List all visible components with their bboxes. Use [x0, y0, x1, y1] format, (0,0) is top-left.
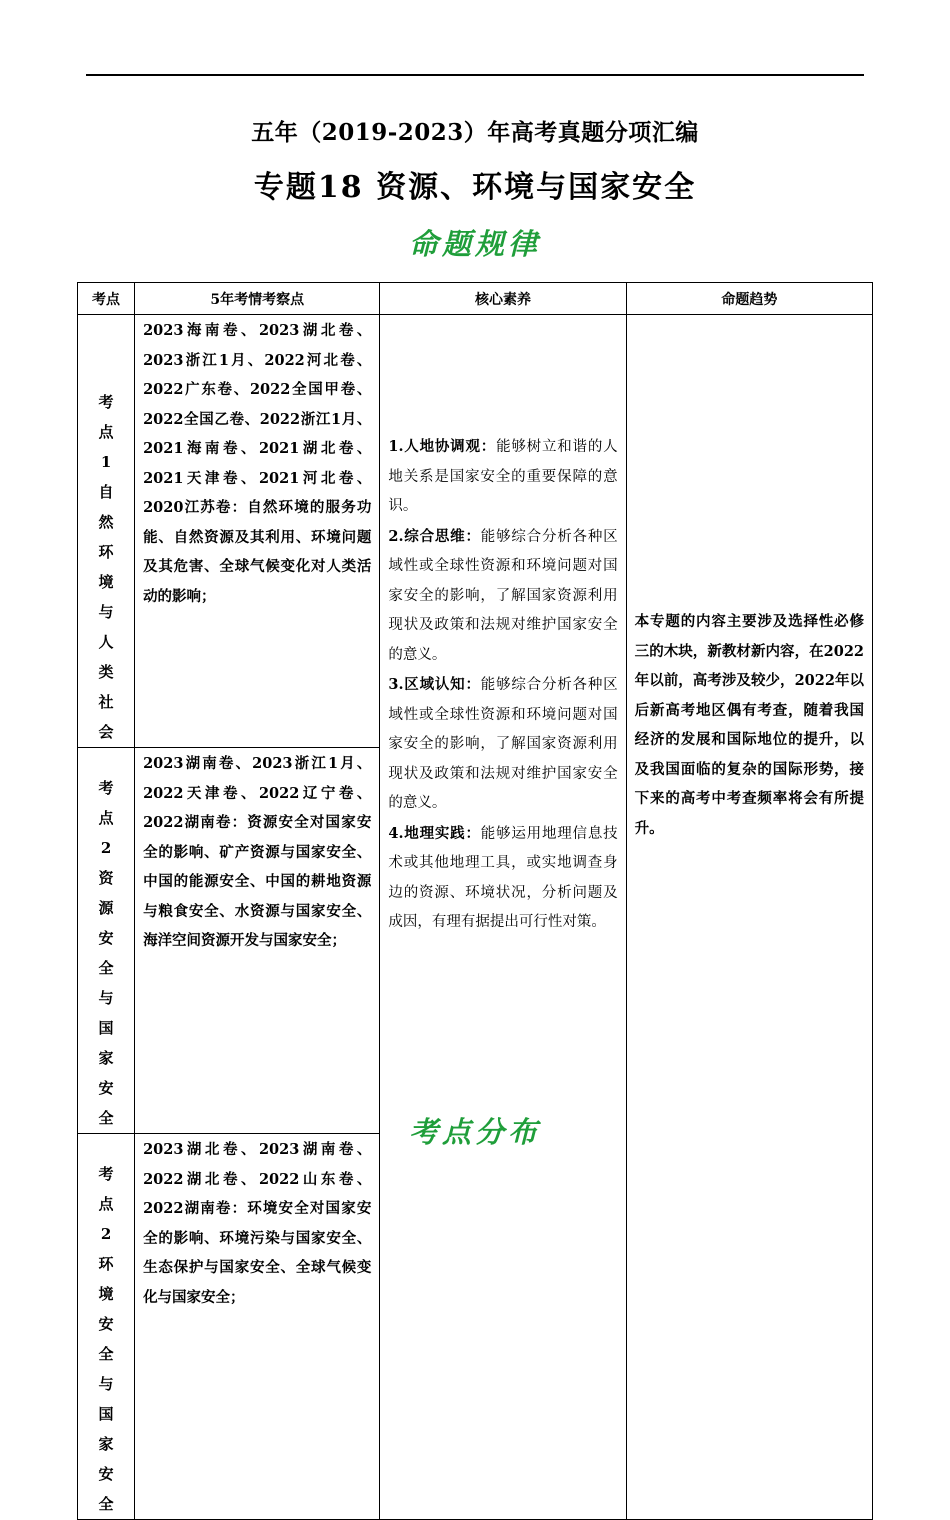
trend-cell — [626, 315, 872, 1520]
header-rule — [86, 74, 864, 76]
section-heading-pattern: 命题规律 — [408, 227, 541, 261]
kaodian-label: 考点2资源安全与国家安全 — [98, 779, 114, 1127]
exam-cell — [135, 748, 380, 1134]
column-header: 考点 — [78, 283, 135, 315]
topic-title: 专题18 资源、环境与国家安全 — [253, 170, 697, 205]
kaodian-cell — [78, 1134, 135, 1520]
core-item: 4.地理实践：能够运用地理信息技术或其他地理工具，或实地调查身边的资源、环境状况，分析问题及成因，有理有据提出可行性对策。 — [388, 824, 618, 930]
core-literacy-cell — [380, 315, 626, 1520]
exam-points-text: 2023湖南卷、2023浙江1月、2022天津卷、2022辽宁卷、2022湖南卷：资源安全对国家安全的影响、矿产资源与国家安全、中国的能源安全、中国的耕地资源与粮食安全、水资源与国家安全、海洋空间资源开发与国家安全； — [143, 755, 372, 949]
core-item: 2.综合思维：能够综合分析各种区域性或全球性资源和环境问题对国家安全的影响，了解国家资源利用现状及政策和法规对维护国家安全的意义。 — [388, 527, 618, 663]
column-header: 核心素养 — [380, 283, 626, 315]
table-row — [78, 315, 873, 748]
column-header: 5年考情考察点 — [135, 283, 380, 315]
table-header-row — [78, 283, 873, 315]
section-heading-distribution: 考点分布 — [408, 1115, 541, 1149]
core-item: 3.区域认知：能够综合分析各种区域性或全球性资源和环境问题对国家安全的影响，了解国家资源利用现状及政策和法规对维护国家安全的意义。 — [388, 676, 618, 811]
exam-points-text: 2023海南卷、2023湖北卷、2023浙江1月、2022河北卷、2022广东卷、2022全国甲卷、2022全国乙卷、2022浙江1月、2021海南卷、2021湖北卷、2021天津卷、2021河北卷、2020江苏卷：自然环境的服务功能、自然资源及其利用、环境问题及其危害、全球气候变化对人类活动的影响； — [143, 322, 372, 605]
kaodian-cell — [78, 748, 135, 1134]
exam-cell — [135, 315, 380, 748]
core-literacy-list — [380, 315, 625, 938]
core-item: 1.人地协调观：能够树立和谐的人地关系是国家安全的重要保障的意识。 — [388, 438, 618, 514]
exam-cell — [135, 1134, 380, 1520]
exam-points-text: 2023湖北卷、2023湖南卷、2022湖北卷、2022山东卷、2022湖南卷：环境安全对国家安全的影响、环境污染与国家安全、生态保护与国家安全、全球气候变化与国家安全； — [143, 1141, 372, 1306]
syllabus-table — [77, 282, 873, 1520]
kaodian-cell — [78, 315, 135, 748]
column-header: 命题趋势 — [626, 283, 872, 315]
kaodian-label: 考点2环境安全与国家安全 — [98, 1165, 114, 1513]
trend-text: 本专题的内容主要涉及选择性必修三的木块，新教材新内容，在2022年以前，高考涉及较少，2022年以后新高考地区偶有考查，随着我国经济的发展和国际地位的提升，以及我国面临的复杂的国际形势，接下来的高考中考查频率将会有所提升。 — [634, 613, 864, 837]
document-title: 五年（2019-2023）年高考真题分项汇编 — [251, 119, 699, 146]
kaodian-label: 考点1自然环境与人类社会 — [98, 393, 114, 741]
